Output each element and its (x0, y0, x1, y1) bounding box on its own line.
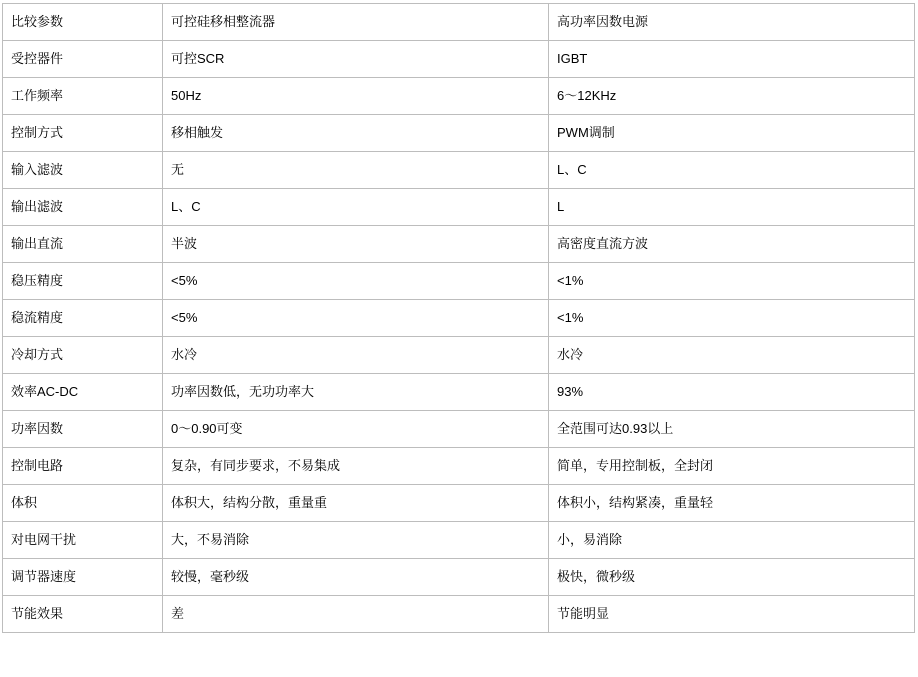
row-label: 稳流精度 (3, 300, 163, 337)
comparison-table (2, 3, 915, 633)
row-value-scr: <5% (163, 263, 549, 300)
row-value-scr: L、C (163, 189, 549, 226)
row-label: 控制电路 (3, 448, 163, 485)
row-label: 输出滤波 (3, 189, 163, 226)
row-value-hpf: PWM调制 (549, 115, 915, 152)
row-value-scr: 复杂，有同步要求，不易集成 (163, 448, 549, 485)
table-header-cell-hpf: 高功率因数电源 (549, 4, 915, 41)
row-value-scr: 较慢，毫秒级 (163, 559, 549, 596)
table-row (3, 152, 915, 189)
row-value-scr: <5% (163, 300, 549, 337)
table-row (3, 300, 915, 337)
row-value-hpf: L (549, 189, 915, 226)
row-value-scr: 体积大，结构分散，重量重 (163, 485, 549, 522)
row-value-hpf: 体积小，结构紧凑，重量轻 (549, 485, 915, 522)
row-label: 体积 (3, 485, 163, 522)
row-value-hpf: 节能明显 (549, 596, 915, 633)
row-label: 工作频率 (3, 78, 163, 115)
row-value-hpf: <1% (549, 263, 915, 300)
table-header-cell-scr: 可控硅移相整流器 (163, 4, 549, 41)
table-row (3, 78, 915, 115)
row-label: 受控器件 (3, 41, 163, 78)
row-value-hpf: 93% (549, 374, 915, 411)
row-value-hpf: 6～12KHz (549, 78, 915, 115)
row-value-hpf: 水冷 (549, 337, 915, 374)
row-value-scr: 差 (163, 596, 549, 633)
row-value-hpf: 全范围可达0.93以上 (549, 411, 915, 448)
table-row (3, 411, 915, 448)
row-value-scr: 大，不易消除 (163, 522, 549, 559)
row-label: 效率AC-DC (3, 374, 163, 411)
row-label: 输入滤波 (3, 152, 163, 189)
row-value-hpf: 高密度直流方波 (549, 226, 915, 263)
table-row (3, 485, 915, 522)
row-value-scr: 无 (163, 152, 549, 189)
row-value-scr: 半波 (163, 226, 549, 263)
row-value-scr: 水冷 (163, 337, 549, 374)
row-label: 稳压精度 (3, 263, 163, 300)
row-value-hpf: 简单，专用控制板，全封闭 (549, 448, 915, 485)
table-row (3, 522, 915, 559)
row-label: 对电网干扰 (3, 522, 163, 559)
row-value-scr: 50Hz (163, 78, 549, 115)
row-label: 控制方式 (3, 115, 163, 152)
row-value-hpf: <1% (549, 300, 915, 337)
table-row (3, 337, 915, 374)
row-value-hpf: L、C (549, 152, 915, 189)
table-row (3, 596, 915, 633)
table-row (3, 226, 915, 263)
row-label: 节能效果 (3, 596, 163, 633)
row-value-scr: 移相触发 (163, 115, 549, 152)
row-label: 调节器速度 (3, 559, 163, 596)
table-header-row (3, 4, 915, 41)
row-value-hpf: IGBT (549, 41, 915, 78)
row-label: 冷却方式 (3, 337, 163, 374)
row-value-hpf: 小，易消除 (549, 522, 915, 559)
row-label: 功率因数 (3, 411, 163, 448)
table-row (3, 559, 915, 596)
table-row (3, 189, 915, 226)
row-value-hpf: 极快，微秒级 (549, 559, 915, 596)
row-value-scr: 功率因数低，无功功率大 (163, 374, 549, 411)
table-row (3, 448, 915, 485)
row-value-scr: 0～0.90可变 (163, 411, 549, 448)
table-header-cell-parameter: 比较参数 (3, 4, 163, 41)
row-value-scr: 可控SCR (163, 41, 549, 78)
row-label: 输出直流 (3, 226, 163, 263)
table-row (3, 374, 915, 411)
table-row (3, 263, 915, 300)
table-row (3, 41, 915, 78)
table-row (3, 115, 915, 152)
